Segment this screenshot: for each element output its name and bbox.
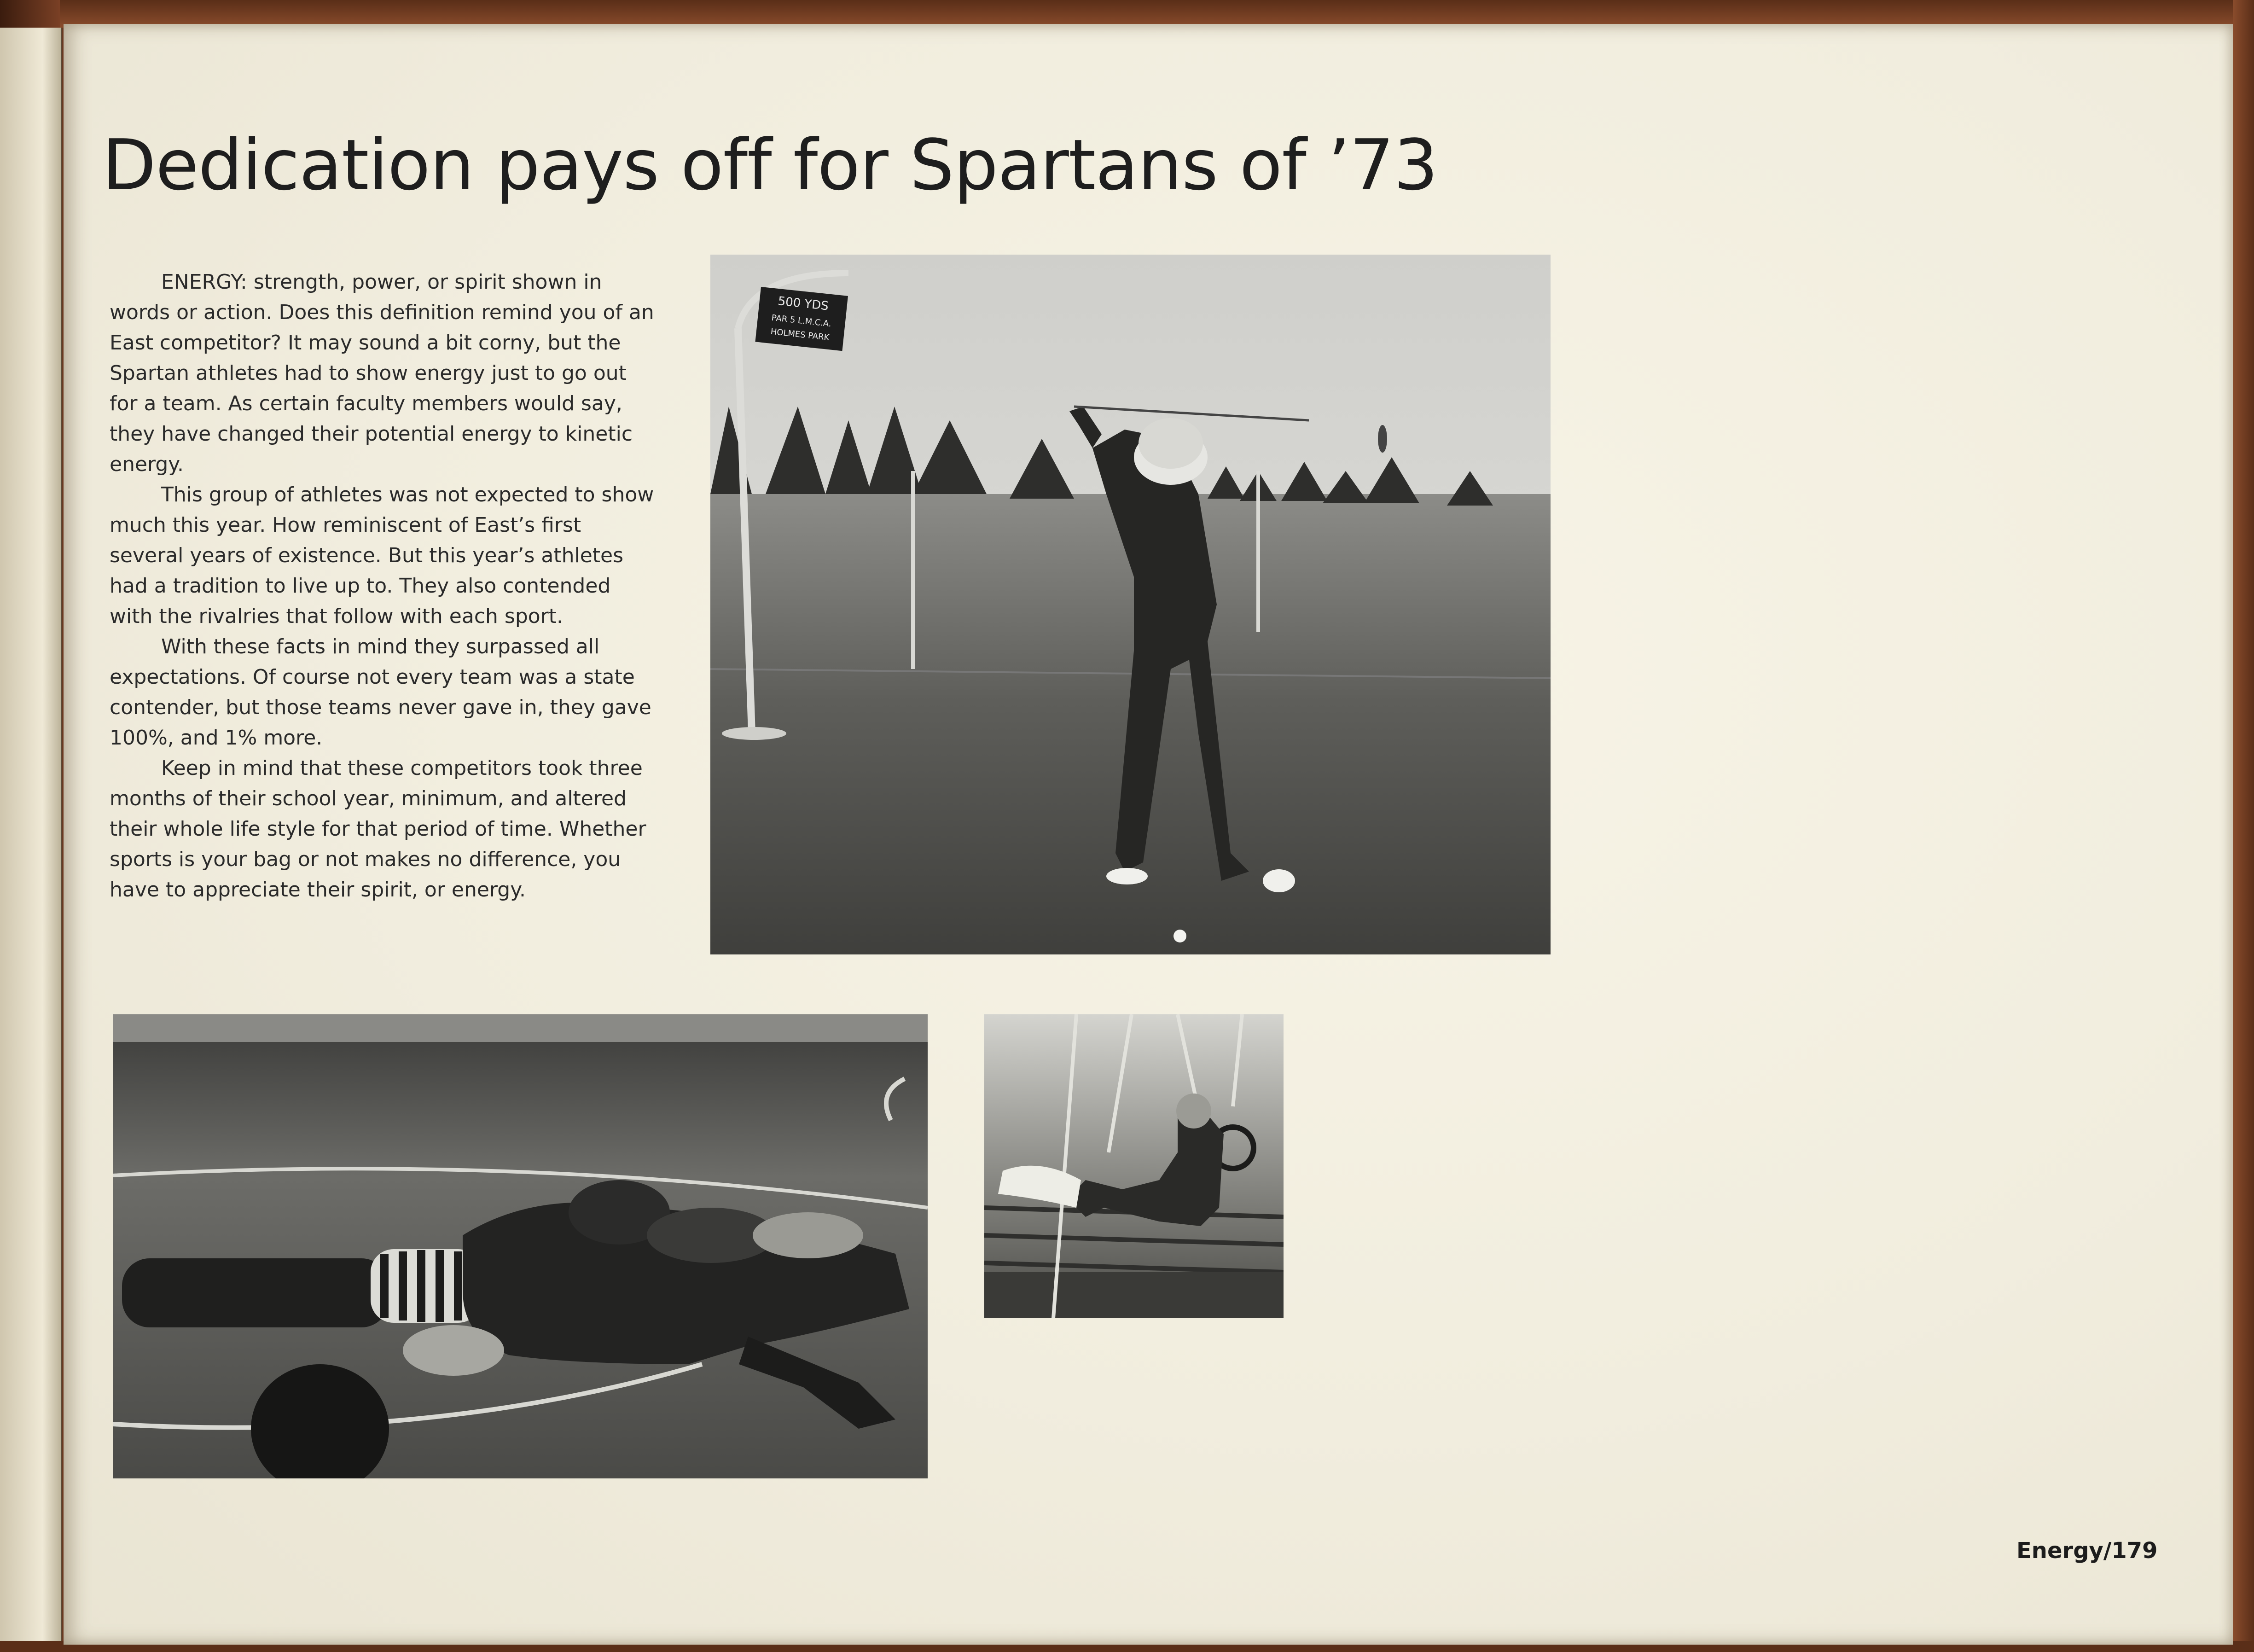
sign-line-3: HOLMES PARK xyxy=(770,326,830,343)
sign-line-1: 500 YDS xyxy=(777,294,830,314)
article-paragraph-2: This group of athletes was not expected to show much this year. How reminiscent of East’s first several years of existence. But this year’s athletes had a tradition to live up to. They also contended with the rivalries that follow with each sport. xyxy=(110,483,654,628)
article-paragraph-3: With these facts in mind they surpassed all expectations. Of course not every team was a state contender, but those teams never gave in, they gave 100%, and 1% more. xyxy=(110,635,651,750)
book-cover-top-edge xyxy=(0,0,2254,28)
article-paragraph-1: ENERGY: strength, power, or spirit shown in words or action. Does this definition remind you of an East competitor? It may sound a bit corny, but the Spartan athletes had to show energy just to go out for a team. As certain faculty members would say, they have changed their potential energy to kinetic energy. xyxy=(110,270,654,476)
wrestling-photo xyxy=(113,1014,928,1478)
golf-photo xyxy=(710,255,1551,954)
page-headline: Dedication pays off for Spartans of ’73 xyxy=(102,124,1438,206)
page-folio: Energy/179 xyxy=(2016,1538,2158,1564)
sign-line-2: PAR 5 L.M.C.A. xyxy=(771,313,832,329)
article-body xyxy=(110,267,657,905)
gymnast-rings-photo xyxy=(984,1014,1284,1318)
article-paragraph-4: Keep in mind that these competitors took three months of their school year, minimum, and altered their whole life style for that period of time. Whether sports is your bag or not makes no difference, you have to appreciate their spirit, or energy. xyxy=(110,756,646,902)
facing-page-edge xyxy=(0,28,62,1648)
book-cover-right-edge xyxy=(2233,0,2254,1652)
